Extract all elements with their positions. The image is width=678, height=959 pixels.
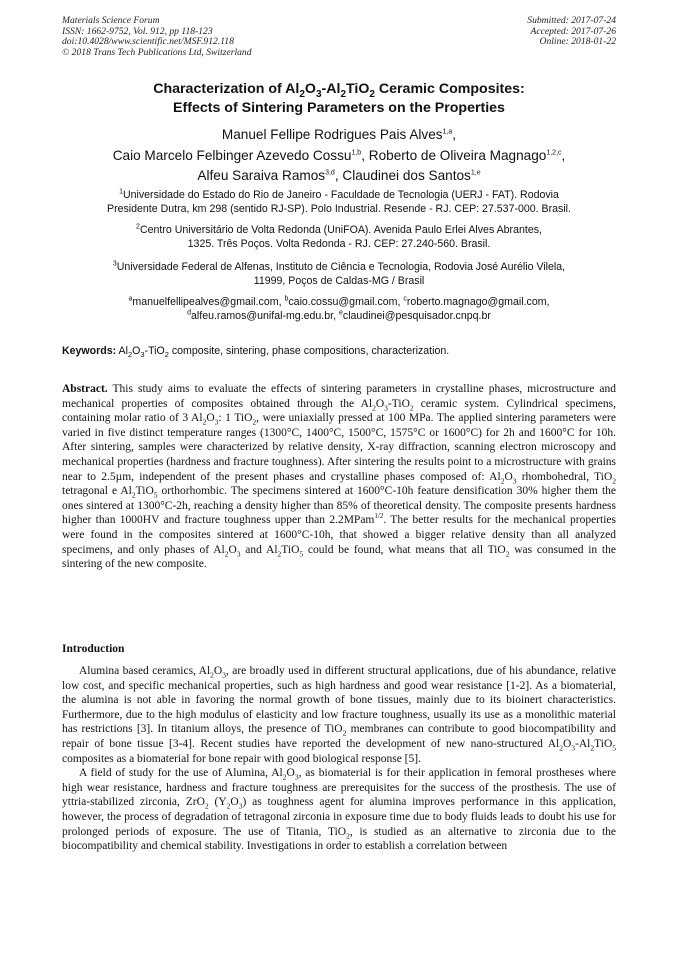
email-link[interactable]: alfeu.ramos@unifal-mg.edu.br, xyxy=(191,309,339,322)
abstract: Abstract. This study aims to evaluate the effects of sintering parameters in crystalline phases, microstructure and mechanical properties of composites obtained through the $Al_2O_3-TiO_2$ ceramic system. Cylindrical specimens, containing molar ratio of 3 $Al_2O_3$: 1 TiO$_2$, were uniaxially pressed at 100 MPa. The applied sintering parameters were varied in five distinct temperature ranges (1300°C, 1400°C, 1500°C, 1575°C or 1600°C) for 2h and 1600°C for 10h. After sintering, samples were characterized by relative density, X-ray diffraction, scanning electron microscopy and mechanical properties (hardness and fracture toughness). After sintering the results point to a microstructure with grains near to 2.5µm, independent of the present phases and crystalline phases composed of: $Al_2O_3$ rhombohedral, TiO$_2$ tetragonal e $Al_2TiO_5$ orthorhombic. The specimens sintered at 1600°C-10h feature densification 30% higher them the ones sintered at 1300°C-2h, reaching a density higher than 85% of theoretical density. The composite presents hardness higher than 1000HV and fracture toughness upper than 2.2MPam$^{1/2}$. The better results for the mechanical properties were found in the composites sintered at 1600°C-10h, that showed a bigger relative density than all analyzed specimens, and only phases of $Al_2O_3$ and $Al_2TiO_5$ could be found, what means that all TiO$_2$ was consumed in the sintering of the new composite. xyxy=(62,383,617,571)
accepted-date: Accepted: 2017-07-26 xyxy=(530,25,616,37)
title-line-1: Characterization of $Al_2O_3-Al_2TiO_2$ Ceramic Composites: xyxy=(153,81,525,100)
journal-name: Materials Science Forum xyxy=(62,15,160,26)
author-line-3: Alfeu Saraiva Ramos$^{3,d}$, Claudinei dos Santos$^{1,e}$ xyxy=(197,168,481,183)
publication-dates xyxy=(527,16,616,58)
author-name: Manuel Fellipe Rodrigues Pais Alves xyxy=(221,127,443,142)
affiliation-2: $^2$Centro Universitário de Volta Redonda (UniFOA). Avenida Paulo Erlei Alves Abrantes, 1325. Três Poços. Volta Redonda - RJ. CEP: 27.240-560. Brasil. xyxy=(136,223,542,250)
journal-info xyxy=(62,16,252,58)
affiliation-3: $^3$Universidade Federal de Alfenas, Instituto de Ciência e Tecnologia, Rodovia José Aurélio Vilela, 11999, Poços de Caldas-MG / Brasil xyxy=(112,260,566,287)
author-emails: $^a$manuelfellipealves@gmail.com, $^b$caio.cossu@gmail.com, $^c$roberto.magnago@gmail.com, $^d$alfeu.ramos@unifal-mg.edu.br, $^e$claudinei@pesquisador.cnpq.br xyxy=(128,295,550,322)
abstract-label: Abstract. xyxy=(62,383,108,395)
author-list xyxy=(40,125,638,187)
author-name: Claudinei dos Santos xyxy=(342,168,471,183)
submitted-date: Submitted: 2017-07-24 xyxy=(527,15,616,26)
section-heading-introduction: Introduction xyxy=(62,643,125,655)
author-name: Roberto de Oliveira Magnago xyxy=(368,147,547,163)
email-link[interactable]: manuelfellipealves@gmail.com, xyxy=(132,296,285,308)
affiliation-1: $^1$Universidade do Estado do Rio de Janeiro - Faculdade de Tecnologia (UERJ - FAT). Rodovia Presidente Dutra, km 298 (sentido RJ-SP). Polo Industrial. Resende - RJ. CEP: 27.537-000. Brasil. xyxy=(107,188,571,215)
paper-title xyxy=(62,80,616,118)
email-link[interactable]: claudinei@pesquisador.cnpq.br xyxy=(342,309,491,322)
introduction-body xyxy=(62,664,616,854)
publication-header xyxy=(62,16,616,58)
online-date: Online: 2018-01-22 xyxy=(539,36,616,48)
issn: ISSN: 1662-9752, Vol. 912, pp 118-123 xyxy=(62,25,213,37)
email-link[interactable]: caio.cossu@gmail.com, xyxy=(288,296,404,308)
keywords-label: Keywords: xyxy=(62,345,117,357)
copyright: © 2018 Trans Tech Publications Ltd, Switzerland xyxy=(62,46,252,58)
email-link[interactable]: roberto.magnago@gmail.com, xyxy=(406,296,550,308)
keywords: Keywords: $Al_2O_3-TiO_2$ composite, sintering, phase compositions, characterization. xyxy=(62,345,450,360)
doi: doi:10.4028/www.scientific.net/MSF.912.118 xyxy=(62,36,234,48)
author-line-1: Manuel Fellipe Rodrigues Pais Alves$^{1,a}$, xyxy=(221,127,457,142)
title-line-2: Effects of Sintering Parameters on the Properties xyxy=(173,100,505,116)
author-name: Alfeu Saraiva Ramos xyxy=(197,168,326,183)
paragraph: Alumina based ceramics, $Al_2O_3$, are broadly used in different structural applications, due of his abundance, relative low cost, and specific mechanical properties, such as high hardness and good wear resistance [1-2]. As a biomaterial, the alumina is not able in favoring the normal growth of bone tissues, mainly due to its bioinert characteristics. Furthermore, due to the high modulus of elasticity and low fracture toughness, usually its use as a monolithic material has restrictions [3]. In titanium alloys, the presence of TiO$_2$ membranes can contribute to good biocompatibility and repair of bone tissue [3-4]. Recent studies have reported the development of new nano-structured $Al_2O_3-Al_2TiO_5$ composites as a biomaterial for bone repair with good biological response [5]. xyxy=(62,665,616,765)
author-line-2: Caio Marcelo Felbinger Azevedo Cossu$^{1,b}$, Roberto de Oliveira Magnago$^{1,2,c}$, xyxy=(112,147,566,163)
author-name: Caio Marcelo Felbinger Azevedo Cossu xyxy=(112,147,352,163)
paragraph: A field of study for the use of Alumina, $Al_2O_3$, as biomaterial is for their application in femoral prostheses where high wear resistance, hardness and fracture toughness are prerequisites for the success of the prosthesis. The use of yttria-stabilized zirconia, ZrO$_2$ $(Y_2O_3)$ as toughness agent for alumina improves performance in this application, however, the process of degradation of tetragonal zirconia in exposure time due to body fluids leads to doubt his use for prolonged periods of exposure. The use of Titania, TiO$_2$, is studied as an alternative to zirconia due to the biocompatibility and chemical stability. Investigations in order to establish a correlation between xyxy=(62,767,617,853)
